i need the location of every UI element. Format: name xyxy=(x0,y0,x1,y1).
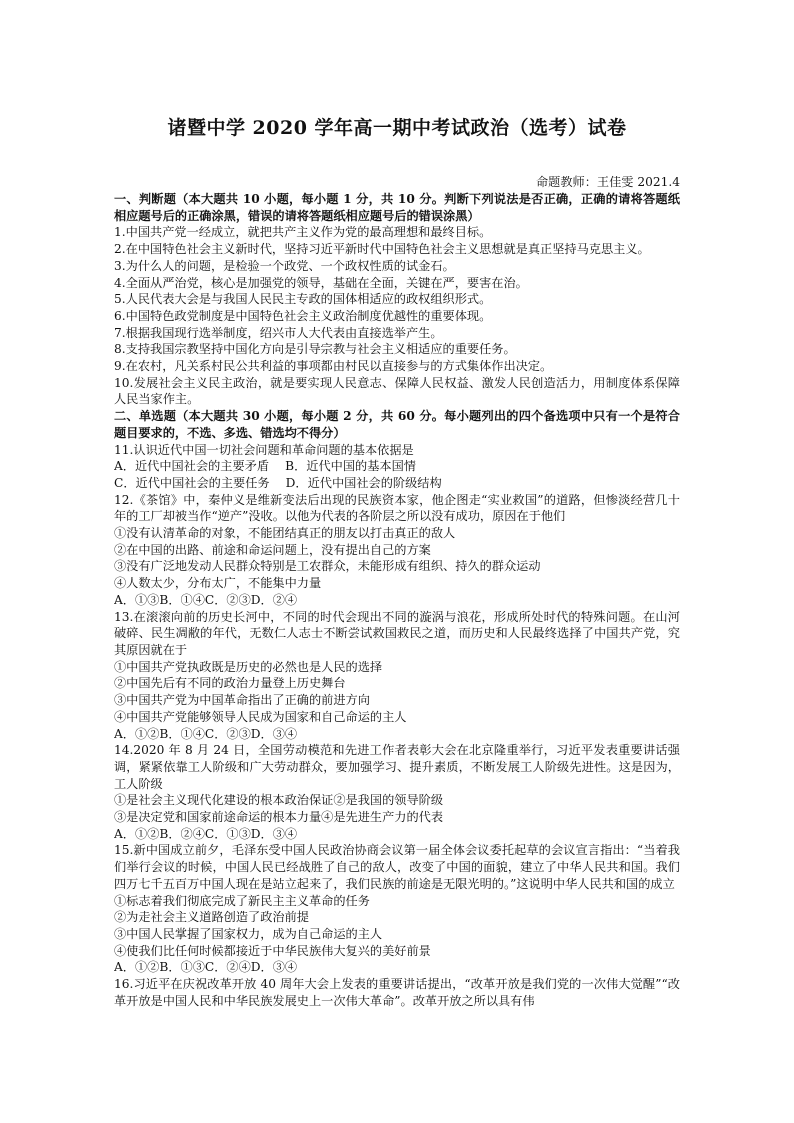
question-14-stem: 14.2020 年 8 月 24 日，全国劳动模范和先进工作者表彰大会在北京隆重举行，习近平发表重要讲话强调，紧紧依靠工人阶级和广大劳动群众，要加强学习、提升素质，不断发展工人阶级先进性。这是因为，工人阶级 xyxy=(114,743,680,791)
question-11-options-cd: C．近代中国社会的主要任务 D．近代中国社会的阶级结构 xyxy=(114,475,442,490)
question-14-statements-34: ③是决定党和国家前途命运的根本力量④是先进生产力的代表 xyxy=(114,810,444,825)
question-14-statements-12: ①是社会主义现代化建设的根本政治保证②是我国的领导阶级 xyxy=(114,793,444,808)
question-11-options-ab: A．近代中国社会的主要矛盾 B．近代中国的基本国情 xyxy=(114,459,416,474)
judge-item-10: 10.发展社会主义民主政治，就是要实现人民意志、保障人民权益、激发人民创造活力，用制度体系保障人民当家作主。 xyxy=(114,375,680,407)
question-12-statement-2: ②在中国的出路、前途和命运问题上，没有提出自己的方案 xyxy=(114,542,431,557)
question-15-statement-2: ②为走社会主义道路创造了政治前提 xyxy=(114,910,309,925)
judge-item-4: 4.全面从严治党，核心是加强党的领导，基础在全面，关键在严，要害在治。 xyxy=(114,275,528,290)
question-13-statement-4: ④中国共产党能够领导人民成为国家和自己命运的主人 xyxy=(114,709,407,724)
question-15-statement-4: ④使我们比任何时候都接近于中华民族伟大复兴的美好前景 xyxy=(114,943,431,958)
judge-item-2: 2.在中国特色社会主义新时代，坚持习近平新时代中国特色社会主义思想就是真正坚持马克思主义。 xyxy=(114,242,650,257)
question-16-stem: 16.习近平在庆祝改革开放 40 周年大会上发表的重要讲话提出，“改革开放是我们党的一次伟大觉醒”“改革开放是中国人民和中华民族发展史上一次伟大革命”。改革开放之所以具有伟 xyxy=(114,977,680,1008)
question-12-statement-3: ③没有广泛地发动人民群众特别是工农群众，未能形成有组织、持久的群众运动 xyxy=(114,559,541,574)
question-15-statement-3: ③中国人民掌握了国家权力，成为自己命运的主人 xyxy=(114,926,383,941)
judge-item-6: 6.中国特色政党制度是中国特色社会主义政治制度优越性的重要体现。 xyxy=(114,308,492,323)
question-15-statement-1: ①标志着我们彻底完成了新民主主义革命的任务 xyxy=(114,893,370,908)
question-15-options: A．①②B．①③C．②④D．③④ xyxy=(114,960,298,975)
judge-item-3: 3.为什么人的问题，是检验一个政党、一个政权性质的试金石。 xyxy=(114,258,455,273)
judge-item-9: 9.在农村，凡关系村民公共利益的事项都由村民以直接参与的方式集体作出决定。 xyxy=(114,359,553,374)
question-13-statement-2: ②中国先后有不同的政治力量登上历史舞台 xyxy=(114,676,346,691)
question-13-statement-3: ③中国共产党为中国革命指出了正确的前进方向 xyxy=(114,693,370,708)
question-15-stem: 15.新中国成立前夕，毛泽东受中国人民政治协商会议第一届全体会议委托起草的会议宣言指出：“当着我们举行会议的时候，中国人民已经战胜了自己的敌人，改变了中国的面貌，建立了中华人民共和国。我们四万七千五百万中国人现在是站立起来了，我们民族的前途是无限光明的。”这说明中华人民共和国的成立 xyxy=(114,843,680,891)
question-13-stem: 13.在滚滚向前的历史长河中，不同的时代会现出不同的漩涡与浪花，形成所处时代的特殊问题。在山河破碎、民生凋敝的年代，无数仁人志士不断尝试救国救民之道，而历史和人民最终选择了中国共产党，究其原因就在于 xyxy=(114,609,680,657)
question-11-stem: 11.认识近代中国一切社会问题和革命问题的基本依据是 xyxy=(114,442,414,457)
question-12-stem: 12.《茶馆》中，秦仲义是维新变法后出现的民族资本家，他企图走“实业救国”的道路，但惨淡经营几十年的工厂却被当作“逆产”没收。以他为代表的各阶层之所以没有成功，原因在于他们 xyxy=(114,492,680,524)
judge-item-7: 7.根据我国现行选举制度，绍兴市人大代表由直接选举产生。 xyxy=(114,325,443,340)
judge-item-8: 8.支持我国宗教坚持中国化方向是引导宗教与社会主义相适应的重要任务。 xyxy=(114,342,516,357)
question-12-statement-4: ④人数太少，分布太广，不能集中力量 xyxy=(114,576,322,591)
question-14-options: A．①②B．②④C．①③D．③④ xyxy=(114,826,298,841)
judge-item-1: 1.中国共产党一经成立，就把共产主义作为党的最高理想和最终目标。 xyxy=(114,225,492,240)
exam-content xyxy=(114,191,680,1009)
judge-item-5: 5.人民代表大会是与我国人民民主专政的国体相适应的政权组织形式。 xyxy=(114,292,492,307)
teacher-info: 命题教师：王佳雯 2021.4 xyxy=(535,175,680,189)
question-12-statement-1: ①没有认清革命的对象，不能团结真正的朋友以打击真正的敌人 xyxy=(114,526,456,541)
question-13-statement-1: ①中国共产党执政既是历史的必然也是人民的选择 xyxy=(114,659,383,674)
section1-heading: 一、判断题（本大题共 10 小题，每小题 1 分，共 10 分。判断下列说法是否正确，正确的请将答题纸相应题号后的正确涂黑，错误的请将答题纸相应题号后的错误涂黑） xyxy=(114,192,680,223)
question-13-options: A．①②B．①④C．②③D．③④ xyxy=(114,726,298,741)
question-12-options: A．①③B．①④C．②③D．②④ xyxy=(114,592,298,607)
section2-heading: 二、单选题（本大题共 30 小题，每小题 2 分，共 60 分。每小题列出的四个备选项中只有一个是符合题目要求的，不选、多选、错选均不得分） xyxy=(114,409,680,440)
exam-title: 诸暨中学 2020 学年高一期中考试政治（选考）试卷 xyxy=(167,117,627,139)
